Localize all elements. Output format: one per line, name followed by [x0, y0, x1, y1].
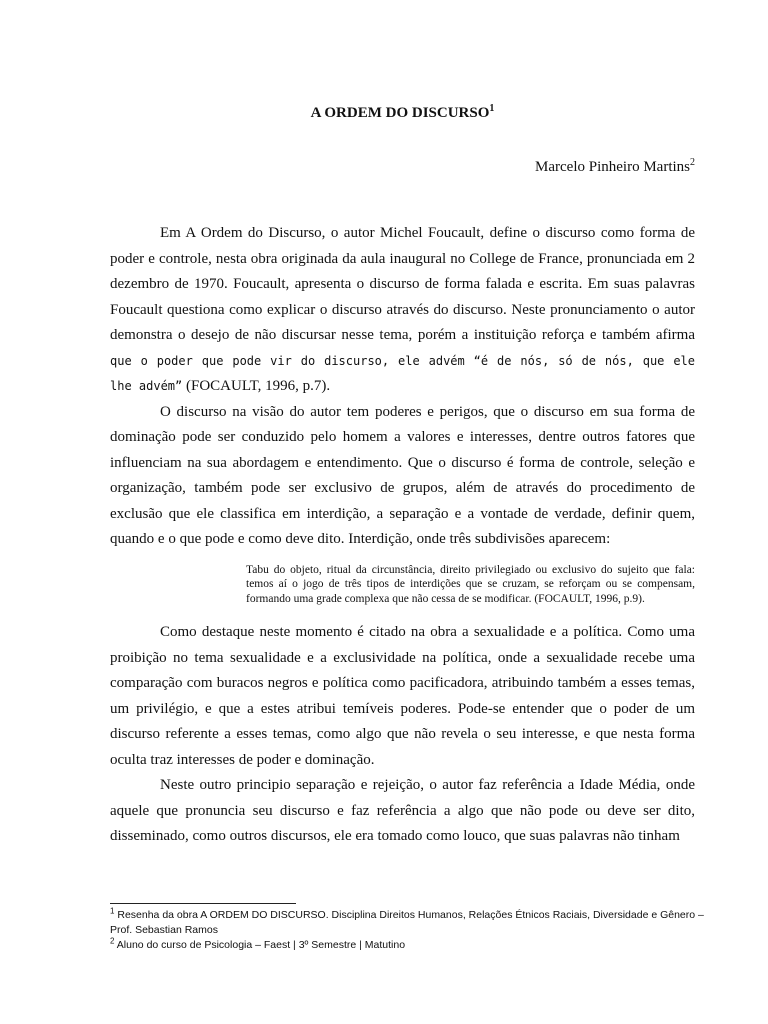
document-page — [110, 0, 704, 1024]
author-footnote-ref: 2 — [690, 157, 695, 168]
footnote-1-ref: 1 — [110, 906, 115, 916]
title-text: A ORDEM DO DISCURSO — [310, 105, 490, 121]
footnote-divider — [110, 903, 296, 904]
footnote-1-text: Resenha da obra A ORDEM DO DISCURSO. Disciplina Direitos Humanos, Relações Étnicos Raciais, Diversidade e Gênero – Prof. Sebastian Ramos — [110, 909, 704, 936]
footnotes — [110, 908, 710, 953]
body-text — [110, 221, 695, 850]
author-name: Marcelo Pinheiro Martins — [535, 159, 690, 175]
footnote-2-text: Aluno do curso de Psicologia – Faest | 3º Semestre | Matutino — [114, 939, 406, 951]
title-footnote-ref: 1 — [489, 103, 495, 114]
footnote-2-ref: 2 — [110, 936, 115, 946]
paragraph-1 — [110, 221, 695, 400]
block-quote: Tabu do objeto, ritual da circunstância, direito privilegiado ou exclusivo do sujeito que fala: temos aí o jogo de três tipos de interdições que se cruzam, se reforçam ou se compensam, formando uma grade complexa que não cessa de se modificar. (FOCAULT, 1996, p.9). — [246, 563, 695, 605]
document-title — [110, 103, 695, 123]
footnote-1 — [110, 908, 710, 938]
paragraph-3: Como destaque neste momento é citado na obra a sexualidade e a política. Como uma proibição no tema sexualidade e a exclusividade na política, onde a sexualidade recebe uma comparação com buracos negros e política como pacificadora, atribuindo também a esses temas, um privilégio, e que a estes atribui temíveis poderes. Pode-se entender que o poder de um discurso referente a esses temas, como algo que não revela o seu interesse, e que nesta forma oculta traz interesses de poder e dominação. — [110, 624, 695, 768]
paragraph-1-reference: (FOCAULT, 1996, p.7). — [186, 378, 331, 394]
paragraph-4: Neste outro principio separação e rejeição, o autor faz referência a Idade Média, onde aquele que pronuncia seu discurso e faz referência a algo que não pode ou deve ser dito, disseminado, como outros discursos, ele era tomado como louco, que suas palavras não tinham — [110, 777, 695, 844]
paragraph-2: O discurso na visão do autor tem poderes e perigos, que o discurso em sua forma de dominação pode ser conduzido pelo homem a valores e interesses, dentre outros fatores que influenciam na sua abordagem e entendimento. Que o discurso é forma de controle, seleção e organização, também pode ser exclusivo de grupos, além de através do procedimento de exclusão que ele classifica em interdição, a separação e a vontade de verdade, definir quem, quando e o que pode e como deve dito. Interdição, onde três subdivisões aparecem: — [110, 403, 695, 547]
footnote-2 — [110, 938, 710, 953]
author-line — [535, 157, 695, 177]
paragraph-1-text: Em A Ordem do Discurso, o autor Michel Foucault, define o discurso como forma de poder e controle, nesta obra originada da aula inaugural no College de France, pronunciada em 2 dezembro de 1970. Foucault, apresenta o discurso de forma falada e escrita. Em suas palavras Foucault questiona como explicar o discurso através do discurso. Neste pronunciamento o autor demonstra o desejo de não discursar nesse tema, porém a instituição reforça e também afirma — [110, 225, 695, 343]
paragraph-1-citation: que o poder que pode vir do discurso, ele advém “é de nós, só de nós, que ele lhe advém” — [110, 353, 695, 393]
